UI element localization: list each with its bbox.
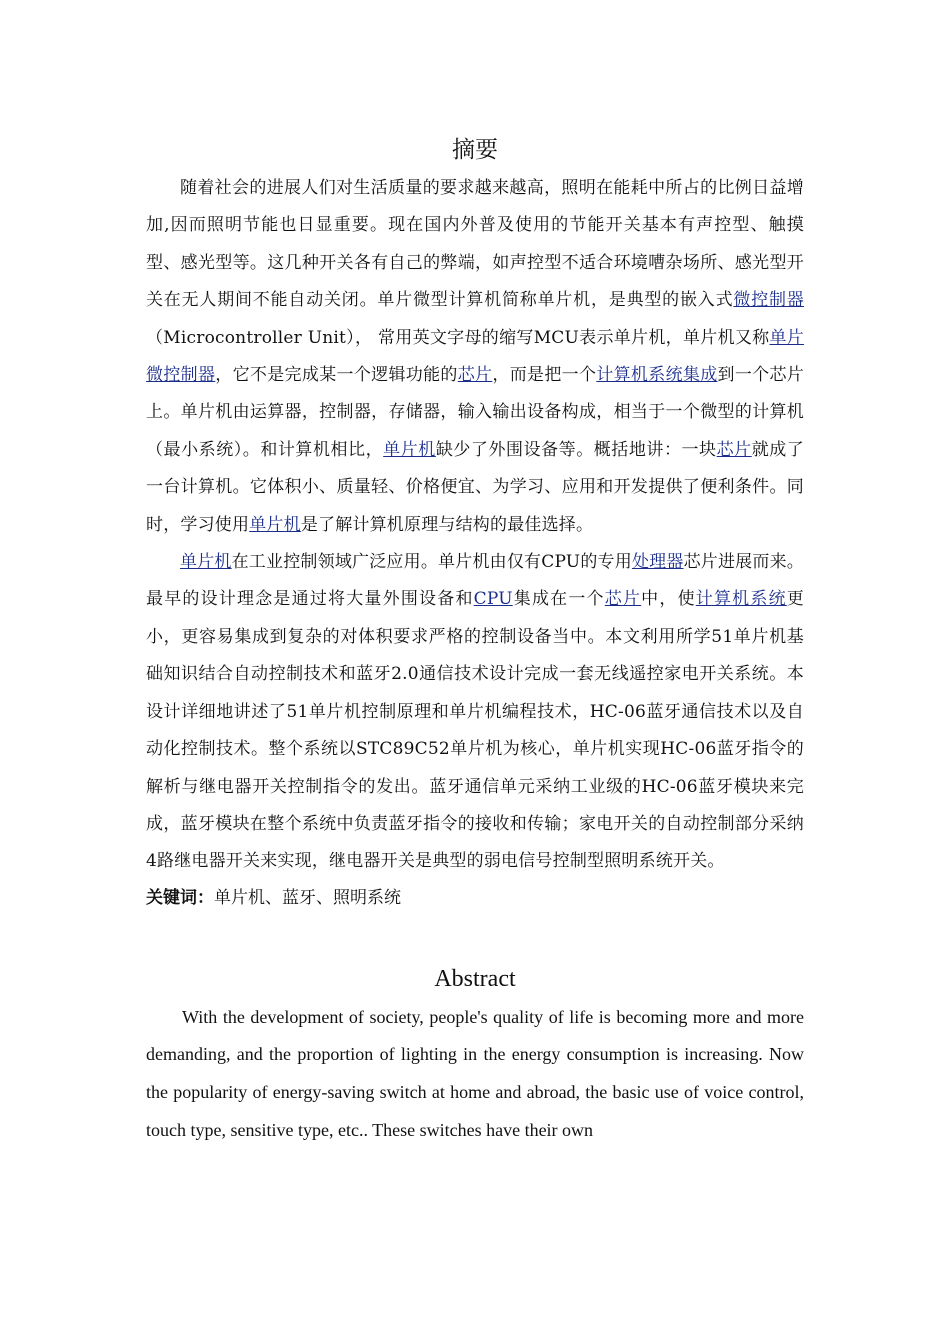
text-segment: 随着社会的进展人们对生活质量的要求越来越高，照明在能耗中所占的比例日益增加,因而照明节能也日显重要。现在国内外普及使用的节能开关基本有声控型、触摸型、感光型等。这几种开关各有自己的弊端，如声控型不适合环境嘈杂场所、感光型开关在无人期间不能自动关闭。单片微型计算机简称单片机，是典型的嵌入式 [146,178,804,311]
link-cpu[interactable]: CPU [473,589,513,610]
link-single-chip-microcontroller[interactable]: 单片微控制器 [146,327,804,386]
text-segment: 集成在一个 [512,589,605,610]
abstract-title-cn: 摘要 [452,137,498,163]
keywords-line [146,881,804,915]
abstract-paragraph-1 [146,170,804,544]
link-computer-system-integration[interactable]: 计算机系统集成 [596,365,718,386]
text-segment: ，它不是完成某一个逻辑功能的 [215,365,458,386]
link-chip[interactable]: 芯片 [457,365,493,386]
text-segment: （Microcontroller Unit）， 常用英文字母的缩写MCU表示单片机，单片机又称 [146,327,770,348]
keywords-label: 关键词： [146,887,214,908]
link-microcontroller[interactable]: 微控制器 [733,290,804,311]
abstract-paragraph-en: With the development of society, people's quality of life is becoming more and more demanding, and the proportion of lighting in the energy consumption is increasing. Now the popularity of energy-saving switch at home and abroad, the basic use of voice control, touch type, sensitive type, etc.. These switches have their own [146,1006,804,1140]
link-single-chip[interactable]: 单片机 [383,439,436,460]
keywords-value: 单片机、蓝牙、照明系统 [214,887,401,908]
abstract-title-en: Abstract [434,965,516,992]
link-chip[interactable]: 芯片 [604,589,642,610]
text-segment: ，而是把一个 [492,365,597,386]
text-segment: 在工业控制领域广泛应用。单片机由仅有CPU的专用 [231,552,632,573]
abstract-paragraph-2 [146,544,804,881]
text-segment: 是了解计算机原理与结构的最佳选择。 [300,514,594,535]
link-chip[interactable]: 芯片 [716,439,752,460]
text-segment: 到一个芯片上。单片机由运算器，控制器，存储器，输入输出设备构成，相当于一个微型的计算机（最小系统）。和计算机相比， [146,365,805,460]
text-segment: 更小，更容易集成到复杂的对体积要求严格的控制设备当中。本文利用所学51单片机基础知识结合自动控制技术和蓝牙2.0通信技术设计完成一套无线遥控家电开关系统。本设计详细地讲述了51单片机控制原理和单片机编程技术，HC-06蓝牙通信技术以及自动化控制技术。整个系统以STC89C52单片机为核心，单片机实现HC-06蓝牙指令的解析与继电器开关控制指令的发出。蓝牙通信单元采纳工业级的HC-06蓝牙模块来完成，蓝牙模块在整个系统中负责蓝牙指令的接收和传输；家电开关的自动控制部分采纳4路继电器开关来实现，继电器开关是典型的弱电信号控制型照明系统开关。 [146,589,804,872]
text-segment: 中，使 [641,589,696,610]
text-segment: 芯片进展而来。最早的设计理念是通过将大量外围设备和 [146,552,804,610]
text-segment: 缺少了外围设备等。概括地讲：一块 [435,439,717,460]
link-single-chip[interactable]: 单片机 [249,514,301,535]
text-segment: 就成了一台计算机。它体积小、质量轻、价格便宜、为学习、应用和开发提供了便利条件。同时，学习使用 [146,439,804,535]
link-single-chip[interactable]: 单片机 [180,552,232,573]
link-computer-system[interactable]: 计算机系统 [695,589,787,610]
link-processor[interactable]: 处理器 [631,552,684,573]
